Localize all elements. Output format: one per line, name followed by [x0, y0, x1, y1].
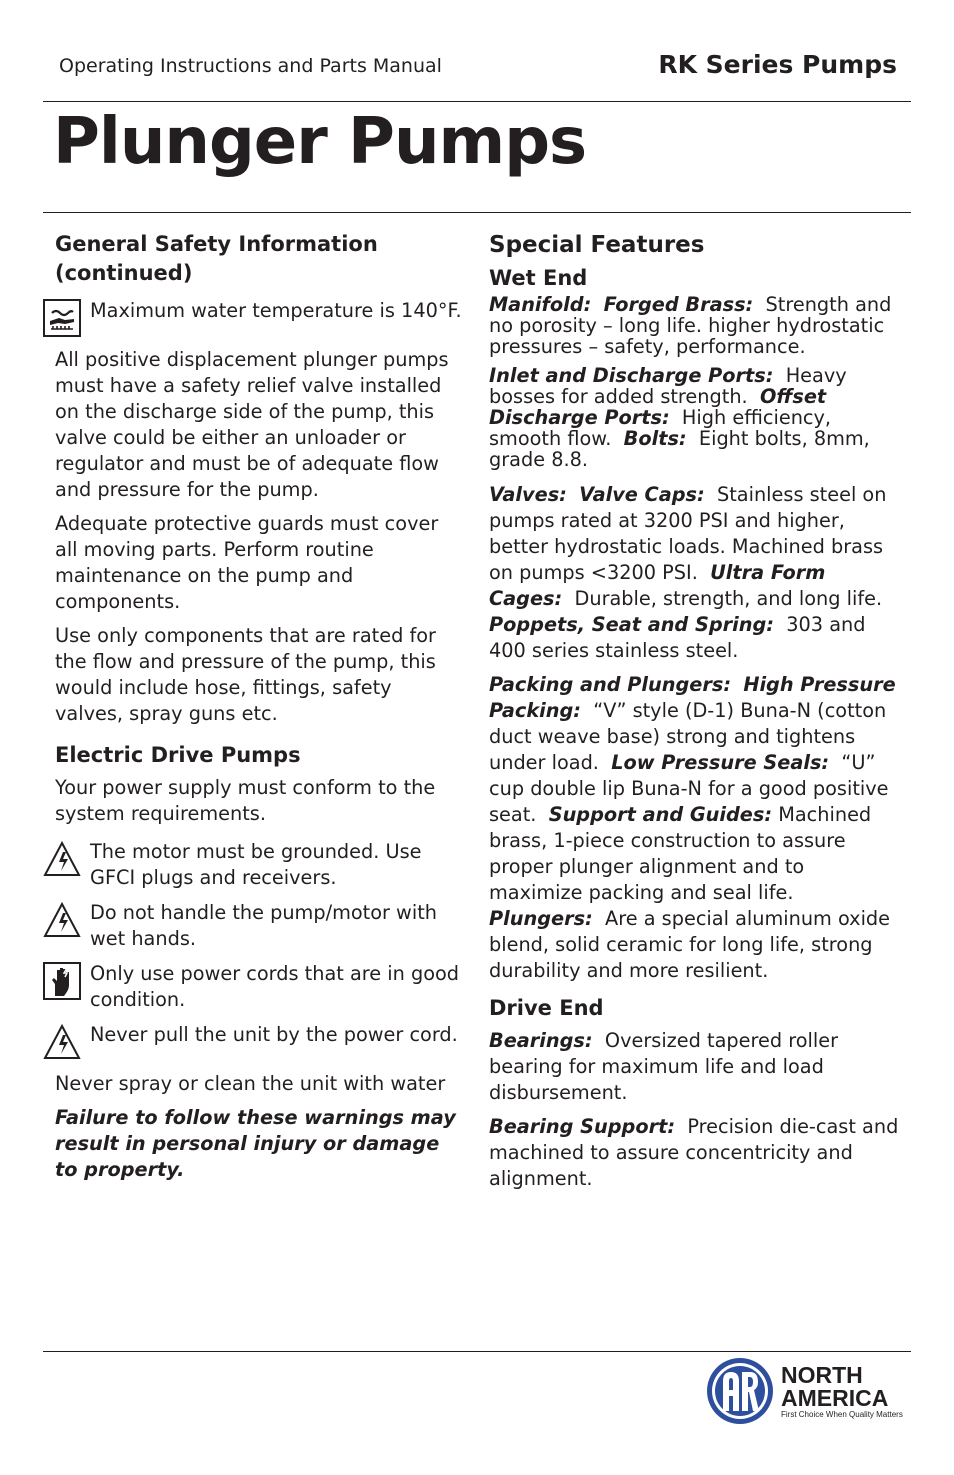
- plungers-text: Are a special aluminum oxide blend, solid ceramic for long life, strong durability and more resilient.: [489, 907, 891, 982]
- page-title: Plunger Pumps: [53, 105, 587, 179]
- valves-label: Valves:: [489, 483, 567, 506]
- warning-text: The motor must be grounded. Use GFCI plugs and receivers.: [90, 840, 422, 889]
- logo-line2: AMERICA: [781, 1385, 889, 1411]
- valve-caps-label: Valve Caps:: [579, 483, 705, 506]
- safety-heading: General Safety Information (continued): [55, 232, 378, 285]
- warning-pull-cord: [43, 1022, 465, 1062]
- electric-hazard-icon: [43, 840, 81, 878]
- hand-shock-icon: [43, 962, 81, 1000]
- bearings-paragraph: [489, 1028, 901, 1106]
- ar-north-america-logo: [703, 1356, 908, 1426]
- special-features-heading: Special Features: [489, 232, 705, 258]
- ports-text: Heavy bosses for added strength.: [489, 364, 847, 408]
- power-supply-paragraph: Your power supply must conform to the system requirements.: [55, 776, 436, 825]
- ultra-form-text: Durable, strength, and long life.: [574, 587, 883, 610]
- electric-drive-heading: Electric Drive Pumps: [55, 743, 301, 767]
- warning-text: Only use power cords that are in good condition.: [90, 962, 460, 1011]
- logo-line1: NORTH: [781, 1362, 863, 1388]
- poppets-text: 303 and 400 series stainless steel.: [489, 613, 866, 662]
- components-paragraph: Use only components that are rated for the flow and pressure of the pump, this would include hose, fittings, safety valves, spray guns etc.: [55, 624, 436, 725]
- series-title: RK Series Pumps: [658, 50, 897, 79]
- warning-power-cords: [43, 961, 465, 1013]
- manifold-text: Strength and no porosity – long life. higher hydrostatic pressures – safety, performance.: [489, 293, 892, 358]
- electric-hazard-icon: [43, 901, 81, 939]
- manifold-paragraph: [489, 294, 901, 357]
- left-column: [55, 230, 465, 1191]
- logo-tagline: First Choice When Quality Matters: [781, 1410, 903, 1419]
- packing-paragraph: [489, 672, 901, 984]
- hot-water-icon: [43, 299, 81, 337]
- valve-caps-text: Stainless steel on pumps rated at 3200 PSI and higher, better hydrostatic loads. Machined brass on pumps <3200 PSI.: [489, 483, 887, 584]
- manual-subtitle: Operating Instructions and Parts Manual: [59, 55, 442, 77]
- title-divider: [43, 212, 911, 213]
- failure-warning: Failure to follow these warnings may result in personal injury or damage to property.: [55, 1106, 456, 1181]
- valves-paragraph: [489, 482, 901, 664]
- bearing-support-text: Precision die-cast and machined to assure concentricity and alignment.: [489, 1115, 899, 1190]
- footer-divider: [43, 1351, 911, 1352]
- packing-label: Packing and Plungers:: [489, 673, 732, 696]
- offset-label: Offset Discharge Ports:: [489, 385, 827, 429]
- plungers-label: Plungers:: [489, 907, 593, 930]
- guards-paragraph: Adequate protective guards must cover all moving parts. Perform routine maintenance on the pump and components.: [55, 512, 439, 613]
- low-pressure-label: Low Pressure Seals:: [611, 751, 830, 774]
- electric-hazard-icon: [43, 1023, 81, 1061]
- temperature-warning-text: Maximum water temperature is 140°F.: [90, 299, 462, 322]
- forged-brass-label: Forged Brass:: [603, 293, 754, 316]
- header-divider: [43, 101, 911, 102]
- bearings-text: Oversized tapered roller bearing for maximum life and load disbursement.: [489, 1029, 839, 1104]
- offset-text: High efficiency, smooth flow.: [489, 406, 832, 450]
- right-column: [489, 230, 901, 1200]
- bolts-text: Eight bolts, 8mm, grade 8.8.: [489, 427, 870, 471]
- support-label: Support and Guides:: [548, 803, 773, 826]
- high-pressure-text: “V” style (D-1) Buna-N (cotton duct weave base) strong and tightens under load.: [489, 699, 887, 774]
- warning-text: Never pull the unit by the power cord.: [90, 1023, 458, 1046]
- relief-valve-paragraph: All positive displacement plunger pumps must have a safety relief valve installed on the discharge side of the pump, this valve could be either an unloader or regulator and must be of adequate flow and pressure for the pump.: [55, 348, 449, 501]
- high-pressure-label: High Pressure Packing:: [489, 673, 896, 722]
- warning-text: Do not handle the pump/motor with wet hands.: [90, 901, 437, 950]
- support-text: Machined brass, 1-piece construction to assure proper plunger alignment and to maximize packing and seal life.: [489, 803, 872, 904]
- warning-grounded: [43, 839, 465, 891]
- temperature-warning: [43, 298, 465, 338]
- drive-end-heading: Drive End: [489, 996, 604, 1020]
- wet-end-heading: Wet End: [489, 266, 588, 290]
- bearing-support-paragraph: [489, 1114, 901, 1192]
- bolts-label: Bolts:: [623, 427, 687, 450]
- bearing-support-label: Bearing Support:: [489, 1115, 676, 1138]
- poppets-label: Poppets, Seat and Spring:: [489, 613, 774, 636]
- low-pressure-text: “U” cup double lip Buna-N for a good positive seat.: [489, 751, 889, 826]
- bearings-label: Bearings:: [489, 1029, 593, 1052]
- ultra-form-label: Ultra Form Cages:: [489, 561, 826, 610]
- warning-wet-hands: [43, 900, 465, 952]
- ar-logo-icon: [703, 1356, 908, 1426]
- spray-paragraph: Never spray or clean the unit with water: [55, 1072, 446, 1095]
- manifold-label: Manifold:: [489, 293, 592, 316]
- ports-label: Inlet and Discharge Ports:: [489, 364, 774, 387]
- ports-paragraph: [489, 365, 901, 470]
